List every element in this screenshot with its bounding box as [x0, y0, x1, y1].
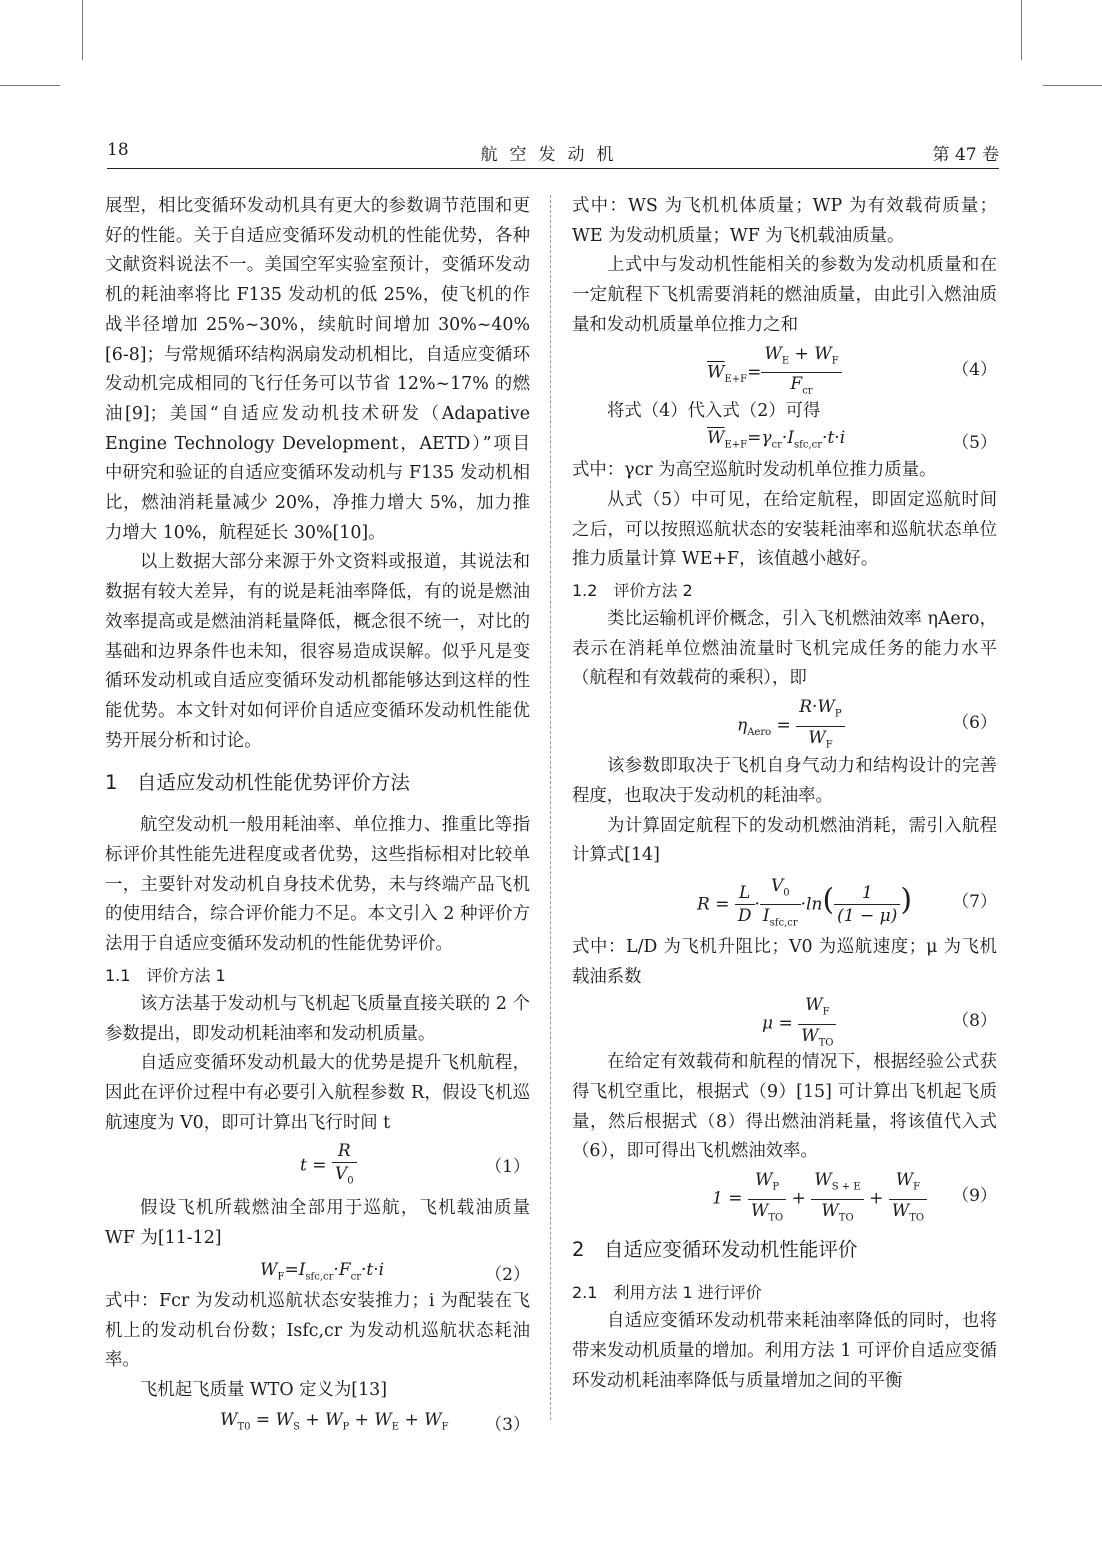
- paragraph: 式中：Fcr 为发动机巡航状态安装推力；i 为配装在飞机上的发动机台份数；Isfc,cr 为发动机巡航状态耗油率。: [105, 1290, 530, 1371]
- paragraph: 展型，相比变循环发动机具有更大的参数调节范围和更好的性能。关于自适应变循环发动机的性能优势，各种文献资料说法不一。美国空军实验室预计，变循环发动机的耗油率将比 F135 发动机的低 25%，使飞机的作战半径增加 25%~30%，续航时间增加 30%~40%[6-8]；与常规循环结构涡扇发动机相比，自适应变循环发动机完成相同的飞行任务可以节省 12%~17% 的燃油[9]；美国“自适应发动机技术研发（Adapative Engine Technology Development，AETD）”项目中研究和验证的自适应变循环发动机与 F135 发动机相比，燃油消耗量减少 20%，净推力增大 5%，加力推力增大 10%，航程延长 30%[10]。: [105, 196, 530, 543]
- journal-title: 航空发动机: [480, 145, 626, 165]
- paragraph: 自适应变循环发动机最大的优势是提升飞机航程，因此在评价过程中有必要引入航程参数 R，假设飞机巡航速度为 V0，即可计算出飞行时间 t: [105, 1053, 530, 1133]
- paragraph: 为计算固定航程下的发动机燃油消耗，需引入航程计算式[14]: [572, 815, 997, 866]
- equation-number: （2）: [485, 1264, 530, 1285]
- volume-label: 第 47 卷: [932, 145, 999, 165]
- paragraph: 以上数据大部分来源于外文资料或报道，其说法和数据有较大差异，有的说是耗油率降低，有的说是燃油效率提高或是燃油消耗量降低，概念很不统一，对比的基础和边界条件也未知，很容易造成误解。似乎凡是变循环发动机或自适应变循环发动机都能够达到这样的性能优势。本文针对如何评价自适应变循环发动机性能优势开展分析和讨论。: [105, 552, 530, 751]
- equation-7: R = $\frac{L}{D}$ · $\frac{V_0}{I_{sfc,cr}}$ ·ln( $\frac{1}{(1 - \mu)}$ ) （7）: [697, 875, 997, 929]
- equation-1: t = $\frac{R}{V_0}$ （1）: [300, 1141, 530, 1187]
- paragraph: 假设飞机所载燃油全部用于巡航，飞机载油质量 WF 为[11-12]: [105, 1198, 530, 1249]
- paragraph: 上式中与发动机性能相关的参数为发动机质量和在一定航程下飞机需要消耗的燃油质量，由此引入燃油质量和发动机质量单位推力之和: [572, 255, 997, 335]
- equation-number: （1）: [485, 1157, 530, 1178]
- paragraph: 从式（5）中可见，在给定航程，即固定巡航时间之后，可以按照巡航状态的安装耗油率和巡航状态单位推力质量计算 WE+F，该值越小越好。: [572, 489, 997, 570]
- subsection-heading: 1.1 评价方法 1: [105, 965, 226, 985]
- paragraph: 式中：L/D 为飞机升阻比；V0 为巡航速度；μ 为飞机载油系数: [572, 936, 997, 987]
- paragraph: 自适应变循环发动机带来耗油率降低的同时，也将带来发动机质量的增加。利用方法 1 可评价自适应变循环发动机耗油率降低与质量增加之间的平衡: [572, 1311, 997, 1391]
- equation-9: 1 = $\frac{W_P}{W_{TO}}$ + $\frac{W_{S + E}}{W_{TO}}$ + $\frac{W_F}{W_{TO}}$ （9）: [712, 1170, 997, 1223]
- equation-number: （5）: [952, 433, 997, 454]
- paragraph: 在给定有效载荷和航程的情况下，根据经验公式获得飞机空重比，根据式（9）[15] 可计算出飞机起飞质量，然后根据式（8）得出燃油消耗量，将该值代入式（6），即可得出飞机燃油效率。: [572, 1052, 997, 1162]
- page-header: [107, 140, 999, 166]
- equation-3: $W_{T0} = W_S + W_P + W_E + W_F$ （3）: [220, 1409, 530, 1435]
- section-heading: 2 自适应变循环发动机性能评价: [572, 1238, 858, 1262]
- equation-4: $\overline{W}_{E+F}=$ $\frac{W_E + W_F}{F_{cr}}$ （4）: [707, 343, 997, 397]
- equation-2: $W_F=I_{sfc,cr}\cdot F_{cr}\cdot t\cdot i$ （2）: [260, 1259, 530, 1285]
- paragraph: 式中：γcr 为高空巡航时发动机单位推力质量。: [572, 460, 937, 481]
- section-heading: 1 自适应发动机性能优势评价方法: [105, 771, 410, 795]
- paragraph: 航空发动机一般用耗油率、单位推力、推重比等指标评价其性能先进程度或者优势，这些指标相对比较单一，主要针对发动机自身技术优势，未与终端产品飞机的使用结合，综合评价能力不足。本文引入 2 种评价方法用于自适应变循环发动机的性能优势评价。: [105, 815, 530, 955]
- left-column: [105, 192, 530, 1436]
- equation-number: （3）: [485, 1414, 530, 1435]
- paragraph: 该参数即取决于飞机自身气动力和结构设计的完善程度，也取决于发动机的耗油率。: [572, 756, 997, 806]
- equation-number: （6）: [952, 713, 997, 734]
- paragraph: 将式（4）代入式（2）可得: [607, 400, 821, 421]
- equation-number: （8）: [952, 1011, 997, 1032]
- equation-number: （9）: [952, 1186, 997, 1207]
- subsection-heading: 1.2 评价方法 2: [572, 581, 693, 601]
- paragraph: 式中：WS 为飞机机体质量；WP 为有效载荷质量；WE 为发动机质量；WF 为飞机载油质量。: [572, 196, 997, 246]
- crop-mark: [82, 0, 83, 60]
- paragraph: 类比运输机评价概念，引入飞机燃油效率 ηAero，表示在消耗单位燃油流量时飞机完成任务的能力水平（航程和有效载荷的乘积），即: [572, 609, 997, 689]
- column-divider: [550, 195, 551, 1420]
- page-number: 18: [107, 140, 129, 160]
- equation-8: μ = $\frac{W_F}{W_{TO}}$ （8）: [762, 995, 997, 1049]
- paragraph: 该方法基于发动机与飞机起飞质量直接关联的 2 个参数提出，即发动机耗油率和发动机质量。: [105, 993, 530, 1044]
- header-rule: [107, 168, 999, 169]
- equation-number: （7）: [952, 891, 997, 912]
- crop-mark: [1021, 0, 1022, 60]
- equation-6: $\eta_{Aero}$ = $\frac{R\cdot W_P}{W_F}$ （6）: [737, 697, 997, 750]
- crop-mark: [0, 85, 60, 86]
- right-column: [572, 192, 997, 1396]
- paragraph: 飞机起飞质量 WTO 定义为[13]: [140, 1379, 388, 1400]
- equation-5: $\overline{W}_{E+F}=\gamma_{cr}\cdot I_{sfc,cr}\cdot t\cdot i$ （5）: [707, 428, 997, 454]
- subsection-heading: 2.1 利用方法 1 进行评价: [572, 1283, 762, 1303]
- crop-mark: [1043, 85, 1102, 86]
- equation-number: （4）: [952, 359, 997, 380]
